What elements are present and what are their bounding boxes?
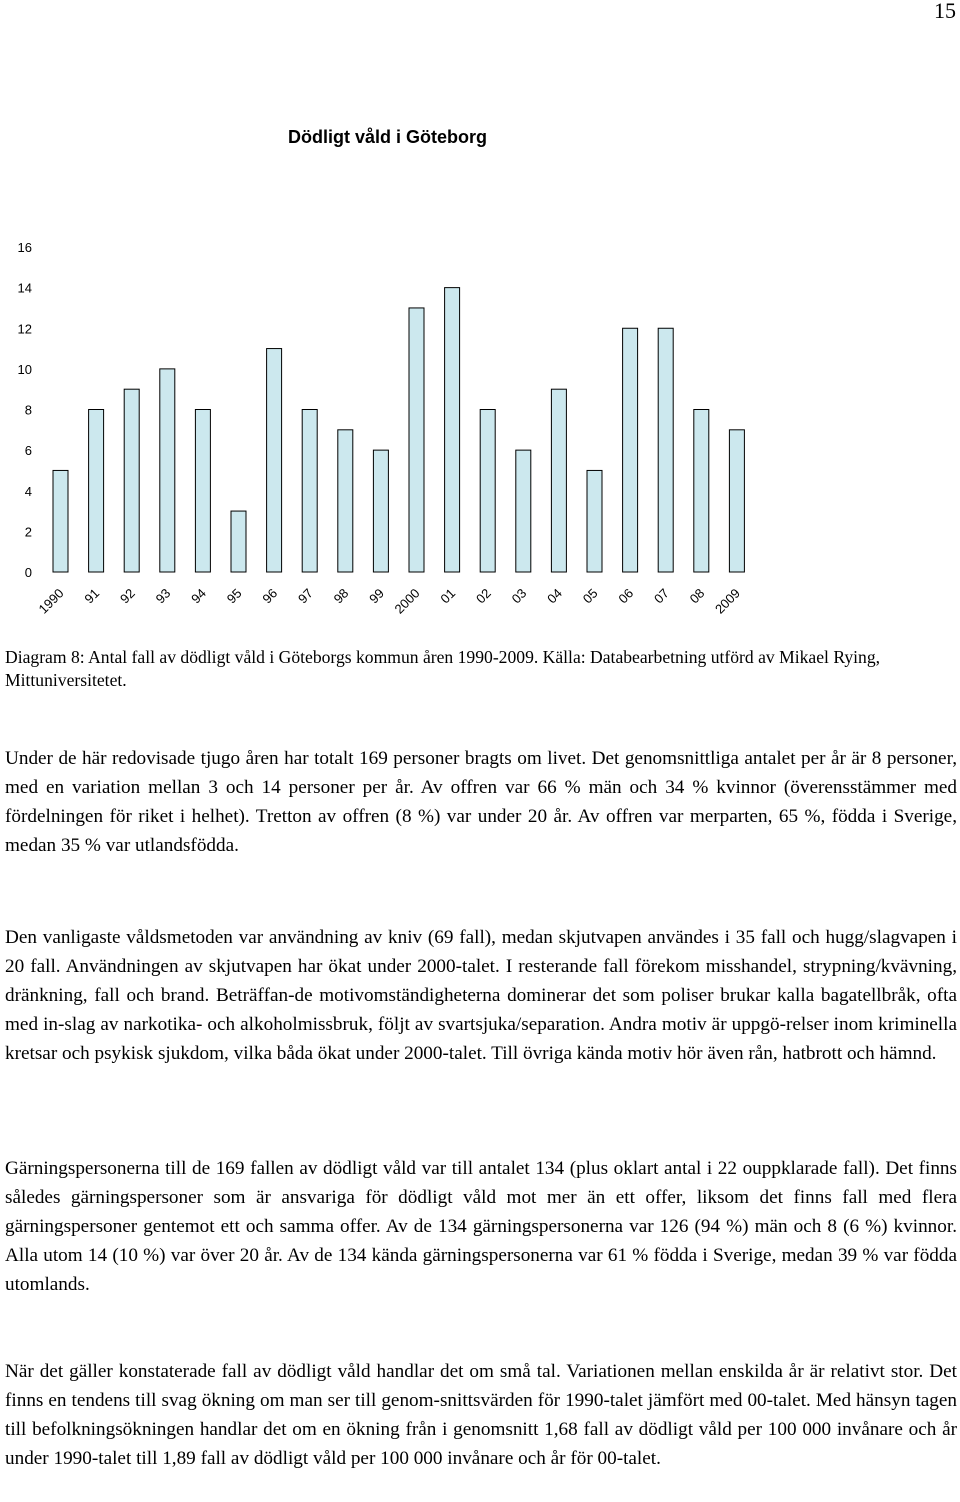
page-number: 15 [934,0,956,23]
bar-99 [373,450,388,572]
bar-94 [195,410,210,573]
x-tick-label: 97 [294,585,316,607]
x-tick-label: 01 [437,585,459,607]
x-tick-label: 92 [116,585,138,607]
x-tick-label: 2000 [391,585,423,617]
x-tick-label: 2009 [711,585,744,617]
paragraph-methods: Den vanligaste våldsmetoden var användning av kniv (69 fall), medan skjutvapen användes i 35 fall och hugg/slagvapen i 20 fall. Användningen av skjutvapen har ökat under 2000-talet. I resterande fall förekom misshandel, strypning/kvävning, dränkning, fall och brand. Beträffan-de motivomständigheterna dominerar det som poliser brukar kalla bagatellbråk, ofta med in-slag av narkotika- och alkoholmissbruk, följt av svartsjuka/separation. Andra motiv är uppgö-relser inom kriminella kretsar och psykisk sjukdom, vilka båda ökat under 2000-talet. Till övriga kända motiv hör även rån, hatbrott och hämnd. [5,927,957,1064]
y-axis-ticks [18,240,32,580]
x-tick-label: 95 [223,585,245,607]
y-tick-label: 6 [24,443,32,459]
paragraph-trend: När det gäller konstaterade fall av dödligt våld handlar det om små tal. Variationen mellan enskilda år är relativt stor. Det finns en tendens till svag ökning om man ser till genom-snittsvärden för 1990-talet jämfört med 00-talet. Med hänsyn tagen till befolkningsökningen handlar det om en ökning från i genomsnitt 1,68 fall av dödligt våld per 100 000 invånare och år under 1990-talet till 1,89 fall av dödligt våld per 100 000 invånare och år för 00-talet. [5,1361,957,1469]
paragraph-victims: Under de här redovisade tjugo åren har totalt 169 personer bragts om livet. Det genomsnittliga antalet per år är 8 personer, med en variation mellan 3 och 14 personer per år. Av offren var 66 % män och 34 % kvinnor (överensstämmer med fördelningen för riket i helhet). Tretton av offren (8 %) var under 20 år. Av offren var merparten, 65 %, födda i Sverige, medan 35 % var utlandsfödda. [5,748,957,856]
bar-08 [694,410,709,573]
bar-2000 [409,308,424,572]
y-tick-label: 4 [24,483,32,499]
bar-96 [267,349,282,572]
y-tick-label: 14 [17,280,32,296]
bar-95 [231,511,246,572]
bar-05 [587,470,602,572]
y-tick-label: 12 [17,321,32,337]
x-tick-label: 91 [81,585,103,607]
x-tick-label: 94 [188,585,210,607]
y-tick-label: 8 [24,402,32,418]
bar-chart [0,230,775,630]
x-tick-label: 07 [650,585,672,607]
bar-93 [160,369,175,572]
bar-series [53,288,744,572]
x-tick-label: 1990 [35,585,67,617]
bar-07 [658,328,673,572]
bar-04 [551,389,566,572]
paragraph-perpetrators: Gärningspersonerna till de 169 fallen av dödligt våld var till antalet 134 (plus oklart antal i 22 ouppklarade fall). Det finns således gärningspersoner som är ansvariga för dödligt våld mot mer än ett offer, liksom det finns fall med flera gärningspersoner gentemot ett och samma offer. Av de 134 gärningspersonerna var 126 (94 %) män och 8 (6 %) kvinnor. Alla utom 14 (10 %) var över 20 år. Av de 134 kända gärningspersonerna var 61 % födda i Sverige, medan 39 % var födda utomlands. [5,1158,957,1295]
x-tick-label: 05 [579,585,601,607]
y-tick-label: 16 [17,240,32,255]
chart-title: Dödligt våld i Göteborg [288,127,487,147]
x-axis-ticks [36,586,743,617]
x-tick-label: 02 [472,585,494,607]
x-tick-label: 06 [615,585,637,607]
y-tick-label: 10 [17,361,32,377]
bar-92 [124,389,139,572]
figure-caption: Diagram 8: Antal fall av dödligt våld i Göteborgs kommun åren 1990-2009. Källa: Databearbetning utförd av Mikael Rying, Mittuniversitetet. [5,647,881,690]
x-tick-label: 99 [366,585,388,607]
bar-97 [302,410,317,573]
x-tick-label: 96 [259,585,281,607]
bar-1990 [53,470,68,572]
bar-2009 [729,430,744,572]
bar-06 [623,328,638,572]
x-tick-label: 04 [544,585,566,607]
y-tick-label: 2 [24,524,32,540]
x-tick-label: 08 [686,585,708,607]
bar-98 [338,430,353,572]
x-tick-label: 98 [330,585,352,607]
y-tick-label: 0 [24,565,32,580]
x-tick-label: 93 [152,585,174,607]
bar-03 [516,450,531,572]
bar-02 [480,410,495,573]
bar-01 [445,288,460,572]
x-tick-label: 03 [508,585,530,607]
bar-91 [89,410,104,573]
